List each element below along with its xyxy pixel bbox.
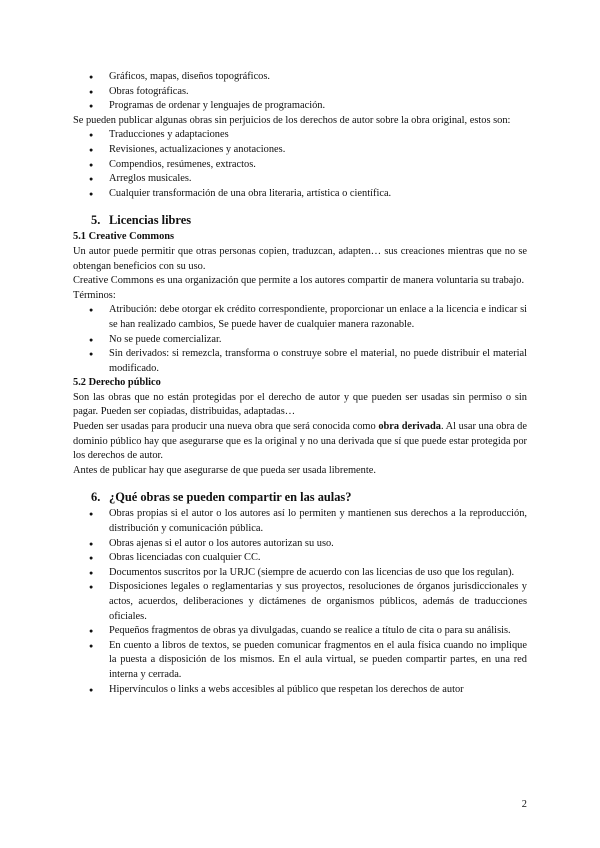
list-item: ● Traducciones y adaptaciones: [73, 128, 527, 143]
section-6-heading: [73, 490, 527, 505]
paragraph: Creative Commons es una organización que permite a los autores compartir de manera voluntaria su trabajo.: [73, 275, 525, 287]
list-item: ● Obras fotográficas.: [73, 85, 527, 100]
list-item: ● Revisiones, actualizaciones y anotaciones.: [73, 143, 527, 158]
top-list: [73, 70, 527, 114]
section-title: Licencias libres: [109, 213, 192, 228]
section-number: 6.: [91, 490, 101, 505]
section-6-list: [73, 507, 527, 697]
list-item: ● Obras ajenas si el autor o los autores autorizan su uso.: [73, 537, 527, 552]
list-item: ● Gráficos, mapas, diseños topográficos.: [73, 70, 527, 85]
list-item: ● Obras propias si el autor o los autores así lo permiten y mantienen sus derechos a la reproducción, distribución y comunicación pública.: [73, 507, 527, 536]
derivative-list: [73, 128, 527, 201]
terms-list: [73, 303, 527, 376]
section-title: ¿Qué obras se pueden compartir en las aulas?: [109, 490, 352, 505]
page-number: 2: [521, 799, 527, 810]
list-item: ● Documentos suscritos por la URJC (siempre de acuerdo con las licencias de uso que los regulan).: [73, 566, 527, 581]
document-page: [73, 70, 527, 697]
terms-label: Términos:: [73, 289, 116, 301]
list-item: ● Pequeños fragmentos de obras ya divulgadas, cuando se realice a título de cita o para su análisis.: [73, 624, 527, 639]
list-item: ● No se puede comercializar.: [73, 333, 527, 348]
section-5-heading: [73, 213, 527, 228]
list-item: ● Programas de ordenar y lenguajes de programación.: [73, 99, 527, 114]
list-item: ● Arreglos musicales.: [73, 172, 527, 187]
paragraph: Antes de publicar hay que asegurarse de que pueda ser usada libremente.: [73, 464, 376, 476]
list-item: ● Hipervínculos o links a webs accesibles al público que respetan los derechos de autor: [73, 683, 527, 698]
list-item: ● Compendios, resúmenes, extractos.: [73, 158, 527, 173]
section-number: 5.: [91, 213, 101, 228]
bold-term: obra derivada: [378, 421, 441, 433]
list-item: ● En cuento a libros de textos, se pueden comunicar fragmentos en el aula física cuando no implique la puesta a disposición de los mismos. En el aula virtual, se pueden compartir partes, en una red interna y cerrada.: [73, 639, 527, 683]
list-item: ● Disposiciones legales o reglamentarias y sus proyectos, resoluciones de órganos jurisdiccionales y actos, acuerdos, deliberaciones y dictámenes de organismos públicos, además de traducciones oficiales.: [73, 580, 527, 624]
derivative-intro: Se pueden publicar algunas obras sin perjuicios de los derechos de autor sobre la obra original, estos son:: [73, 114, 511, 126]
list-item: ● Obras licenciadas con cualquier CC.: [73, 551, 527, 566]
paragraph: Son las obras que no están protegidas por el derecho de autor y que pueden ser usadas sin permiso o sin pagar. Pueden ser copiadas, distribuidas, adaptadas…: [73, 391, 527, 418]
subsection-5-2-heading: 5.2 Derecho público: [73, 377, 161, 389]
list-item: ● Cualquier transformación de una obra literaria, artística o científica.: [73, 187, 527, 202]
list-item: ● Sin derivados: si remezcla, transforma o construye sobre el material, no puede distribuir el material modificado.: [73, 347, 527, 376]
list-item: ● Atribución: debe otorgar ek crédito correspondiente, proporcionar un enlace a la licencia e indicar si se han realizado cambios, Se puede haver de cualquier manera razonable.: [73, 303, 527, 332]
paragraph: Pueden ser usadas para producir una nueva obra que será conocida como obra derivada. Al usar una obra de dominio público hay que asegurarse que es la original y no una derivada que sí que puede estar protegida por los derechos de autor.: [73, 421, 527, 462]
subsection-5-1-heading: 5.1 Creative Commons: [73, 231, 175, 243]
paragraph: Un autor puede permitir que otras personas copien, traduzcan, adapten… sus creaciones mientras que no se obtengan beneficios con su uso.: [73, 245, 527, 272]
